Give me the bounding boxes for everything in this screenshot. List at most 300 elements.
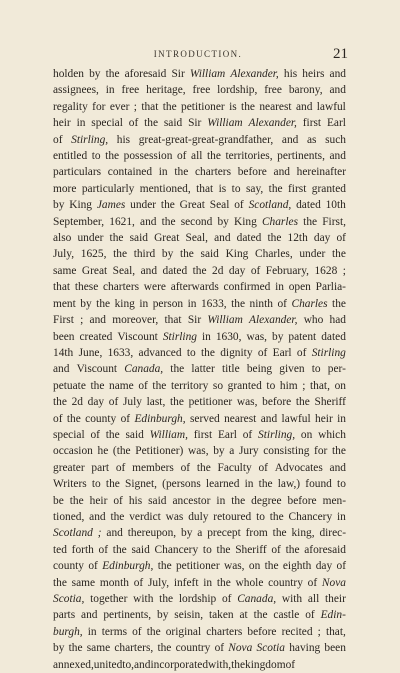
word: the [231, 297, 246, 310]
word: all [307, 593, 320, 605]
word: the [331, 445, 346, 458]
word: the [241, 100, 255, 113]
word: and [106, 527, 123, 540]
word: to [256, 510, 265, 523]
text-line [53, 230, 346, 246]
word: by [53, 642, 65, 655]
word: and [89, 510, 106, 523]
word: ; [97, 527, 102, 540]
word: by [161, 248, 174, 261]
word: 1628 [314, 264, 338, 277]
word: duly [188, 510, 209, 523]
word: Petitioner) [135, 445, 184, 458]
word: that [164, 314, 182, 327]
word: taken [208, 609, 234, 622]
text-line [53, 296, 346, 312]
word: Charles, [255, 248, 293, 261]
word: dated [236, 232, 262, 245]
word: also [53, 232, 72, 245]
word: Jury [238, 445, 259, 458]
word: said [200, 248, 219, 261]
word: first [193, 428, 213, 441]
word: and [89, 314, 106, 327]
word: heritage, [146, 84, 186, 97]
word: precept [207, 527, 241, 540]
word: law,) [277, 478, 301, 491]
word: aforesaid [304, 543, 346, 556]
word: served [189, 412, 220, 425]
word: by [89, 68, 101, 80]
word: ; [302, 379, 306, 392]
word: men- [322, 494, 346, 507]
word: said [129, 232, 148, 245]
word: said [125, 428, 144, 441]
word: been [53, 330, 75, 343]
word: together [90, 593, 128, 605]
word: free [192, 84, 211, 97]
text-line [53, 164, 346, 180]
text-line [53, 99, 346, 115]
page-number: 21 [333, 46, 348, 62]
page-header [48, 46, 348, 68]
word: name [109, 379, 134, 392]
word: forth [71, 543, 94, 556]
word: say, [245, 182, 264, 195]
text-line [53, 378, 346, 394]
word: possession [123, 150, 173, 163]
word: holden [53, 68, 85, 80]
word: his [128, 494, 143, 507]
word: First [53, 314, 74, 327]
word: the [253, 609, 268, 622]
word: and [81, 609, 98, 622]
word: special [91, 117, 123, 130]
word: of [285, 658, 296, 671]
word: in [275, 281, 284, 294]
word: ancestor [172, 494, 211, 507]
word: with [281, 593, 303, 605]
word: Stirling [311, 346, 346, 359]
word: of [113, 494, 123, 507]
word: same [71, 576, 96, 589]
word: 14th [53, 346, 74, 359]
word: contained [107, 166, 153, 179]
text-line [53, 181, 346, 197]
word: Signet, [125, 478, 157, 491]
word: is [229, 100, 237, 113]
word: the [146, 625, 161, 638]
word: the [105, 478, 120, 491]
word: and [214, 232, 231, 245]
word: the [216, 543, 231, 556]
word: and [260, 412, 278, 425]
word: and [140, 215, 157, 228]
word: of [53, 412, 63, 425]
word: entitled [53, 150, 88, 163]
text-line [53, 263, 346, 279]
word: of [307, 576, 318, 589]
word: same [53, 264, 77, 277]
word: county [53, 560, 85, 573]
word: the [113, 248, 128, 261]
word: the [295, 396, 310, 409]
word: of [88, 560, 98, 573]
word: 1633, [200, 297, 227, 310]
word: of [221, 593, 232, 605]
text-line [53, 132, 346, 148]
word: and [329, 150, 346, 163]
text-line [53, 575, 346, 591]
word: which [318, 428, 346, 441]
word: charters [206, 625, 243, 638]
word: incorporated [150, 658, 209, 671]
word: heir [315, 412, 333, 425]
text-line [53, 657, 346, 673]
word: per- [327, 363, 346, 376]
text-line [53, 66, 346, 82]
word: Stirling [162, 330, 197, 343]
word: in [87, 625, 97, 638]
word: title [221, 363, 240, 376]
word: the [170, 363, 185, 376]
text-line [53, 279, 346, 295]
word: Advocates [274, 461, 323, 474]
word: been [324, 642, 346, 655]
word: of [108, 396, 119, 409]
word: so [212, 379, 224, 392]
word: Edinburgh, [134, 412, 186, 425]
word: Sir [171, 68, 185, 80]
word: charters [103, 281, 140, 294]
word: of [120, 412, 131, 425]
text-line [53, 361, 346, 377]
word: terms [101, 625, 128, 638]
text-line [53, 607, 346, 623]
word: the [157, 560, 172, 573]
word: by [181, 527, 193, 540]
word: of [305, 609, 315, 622]
word: retoured [213, 510, 252, 523]
word: charters, [114, 642, 154, 655]
word: particulars [53, 166, 102, 179]
word: the [272, 527, 287, 540]
word: whole [235, 576, 264, 589]
word: the [258, 478, 273, 491]
word: territories, [225, 150, 273, 163]
word: was, [188, 445, 209, 458]
word: of [115, 461, 126, 474]
word: petuate [53, 379, 86, 392]
word: of [133, 576, 144, 589]
word: before [287, 494, 317, 507]
word: William [207, 314, 243, 327]
text-line [53, 345, 346, 361]
word: in [139, 297, 149, 310]
word: before [237, 166, 267, 179]
word: of [250, 264, 261, 277]
word: granted [311, 182, 346, 195]
word: created [79, 330, 113, 343]
word: given [279, 363, 305, 376]
word: aforesaid [124, 68, 167, 80]
word: to [266, 379, 276, 392]
word: the [68, 642, 83, 655]
text-line [53, 214, 346, 230]
word: the [264, 560, 279, 573]
word: recited [281, 625, 313, 638]
word: these [74, 281, 99, 294]
word: before [247, 625, 277, 638]
word: second [180, 215, 213, 228]
word: month [99, 576, 129, 589]
word: July, [147, 576, 170, 589]
word: eighth [282, 560, 312, 573]
word: of [257, 346, 268, 359]
word: territory [170, 379, 209, 392]
word: same [86, 642, 111, 655]
word: the [144, 117, 159, 130]
word: seisin, [174, 609, 204, 622]
word: a [229, 445, 235, 458]
word: 10th [325, 199, 346, 212]
word: was [165, 510, 184, 523]
word: that [141, 100, 159, 113]
word: the [267, 232, 282, 245]
word: petitioner [181, 100, 225, 113]
word: of [132, 625, 142, 638]
word: special [53, 428, 85, 441]
word: on [300, 428, 313, 441]
word: latter [191, 363, 215, 376]
word: the [161, 215, 176, 228]
word: at [239, 609, 248, 622]
word: and [329, 461, 346, 474]
word: that [53, 281, 71, 294]
word: Scotia, [53, 593, 85, 605]
word: Sheriff [235, 543, 267, 556]
word: the [206, 150, 221, 163]
word: is [218, 182, 227, 195]
word: patent [288, 330, 317, 343]
word: greater [53, 461, 85, 474]
word: in [216, 494, 226, 507]
word: who [303, 314, 324, 327]
word: nearest [259, 100, 292, 113]
word: petitioner [175, 560, 220, 573]
word: Seal, [185, 232, 208, 245]
word: 2d [212, 264, 224, 277]
word: King [225, 248, 249, 261]
word: of [271, 543, 281, 556]
word: a [197, 527, 203, 540]
word: that, [310, 379, 330, 392]
word: the [109, 232, 124, 245]
word: Edinburgh, [102, 560, 154, 573]
word: the [152, 379, 167, 392]
word: being [246, 363, 273, 376]
word: the [331, 248, 346, 261]
word: William, [149, 428, 188, 441]
word: the [157, 642, 172, 655]
word: the [179, 248, 194, 261]
word: and [140, 264, 158, 277]
text-line [53, 443, 346, 459]
word: was, [223, 560, 245, 573]
word: the [332, 297, 346, 310]
word: of [53, 133, 63, 146]
word: Writers [53, 478, 87, 491]
word: (the [112, 445, 131, 458]
word: with [133, 593, 154, 605]
text-line [53, 82, 346, 98]
text-line [53, 493, 346, 509]
word: annexed, [53, 658, 94, 671]
word: of [214, 642, 225, 655]
word: the [90, 379, 105, 392]
text-line [53, 525, 346, 541]
word: nearest [224, 412, 257, 425]
word: third [133, 248, 156, 261]
word: found [305, 478, 332, 491]
word: Nova [228, 642, 253, 655]
word: such [325, 133, 346, 146]
word: Viscount [76, 363, 118, 376]
word: the [192, 264, 207, 277]
word: Earl [217, 428, 237, 441]
word: hereinafter [296, 166, 346, 179]
word: the [105, 428, 120, 441]
word: King [234, 215, 257, 228]
word: for [92, 100, 106, 113]
word: February, [265, 264, 310, 277]
word: to, [122, 658, 134, 671]
word: person [152, 297, 184, 310]
word: he [97, 445, 109, 458]
word: in [337, 412, 346, 425]
word: afterwards [170, 281, 219, 294]
word: Canada, [237, 593, 277, 605]
word: said [148, 494, 167, 507]
word: pertinents, [103, 609, 152, 622]
word: September, [53, 215, 105, 228]
word: dated [162, 264, 188, 277]
word: tioned, [53, 510, 85, 523]
word: Chancery [288, 510, 333, 523]
word: regality [53, 100, 88, 113]
word: July, [53, 248, 75, 261]
word: day [313, 232, 331, 245]
word: him [279, 379, 298, 392]
word: in [158, 166, 168, 179]
word: more [53, 182, 77, 195]
word: Alexander, [249, 314, 298, 327]
word: in [187, 297, 197, 310]
word: first [302, 117, 322, 130]
word: occasion [53, 445, 93, 458]
word: king [114, 297, 135, 310]
word: the [196, 461, 211, 474]
word: said [163, 117, 183, 130]
word: ; [317, 625, 321, 638]
word: ment [53, 297, 76, 310]
text-line [53, 329, 346, 345]
word: direc- [319, 527, 346, 540]
word: Earl [326, 117, 346, 130]
text-line [53, 312, 346, 328]
word: heirs [302, 68, 325, 80]
word: his [283, 68, 298, 80]
word: Sir [187, 314, 202, 327]
text-line [53, 640, 346, 656]
word: on [334, 379, 346, 392]
word: the [53, 396, 67, 409]
word: of [242, 428, 253, 441]
word: the [96, 297, 111, 310]
word: Great [81, 264, 108, 277]
word: and [134, 658, 151, 671]
text-line [53, 542, 346, 558]
word: the [66, 412, 81, 425]
word: ; [133, 100, 137, 113]
word: burgh, [53, 625, 83, 638]
word: Charles [261, 215, 299, 228]
word: said [131, 543, 150, 556]
word: united [93, 658, 123, 671]
word: was, [246, 330, 268, 343]
word: all [191, 150, 203, 163]
word: of [277, 297, 287, 310]
word: in [76, 117, 86, 130]
word: part [91, 461, 110, 474]
word: the [231, 494, 246, 507]
word: day [228, 264, 246, 277]
word: the [174, 166, 189, 179]
word: his [116, 133, 131, 146]
word: of [138, 379, 148, 392]
word: Charles [291, 297, 328, 310]
word: great-great-great-grandfather, [138, 133, 274, 146]
word: under [130, 199, 157, 212]
word: the [110, 510, 125, 523]
text-line [53, 394, 346, 410]
word: the [105, 150, 120, 163]
word: moreover, [112, 314, 159, 327]
word: last, [146, 396, 166, 409]
word: the [112, 543, 127, 556]
word: free [264, 84, 282, 97]
word: Seal [209, 199, 230, 212]
word: Scotland [53, 527, 93, 540]
text-line [53, 624, 346, 640]
word: day [315, 560, 333, 573]
word: degree [251, 494, 282, 507]
word: the [231, 658, 246, 671]
word: by [217, 215, 229, 228]
word: confirmed [223, 281, 271, 294]
text-line [53, 246, 346, 262]
word: of [90, 428, 100, 441]
text-line [53, 148, 346, 164]
word: Sheriff [314, 396, 346, 409]
word: William [189, 68, 226, 80]
text-line [53, 427, 346, 443]
word: of [180, 461, 191, 474]
word: verdict [129, 510, 161, 523]
text-line [53, 460, 346, 476]
word: with, [208, 658, 232, 671]
word: 1630, [215, 330, 242, 343]
word: in [244, 478, 254, 491]
